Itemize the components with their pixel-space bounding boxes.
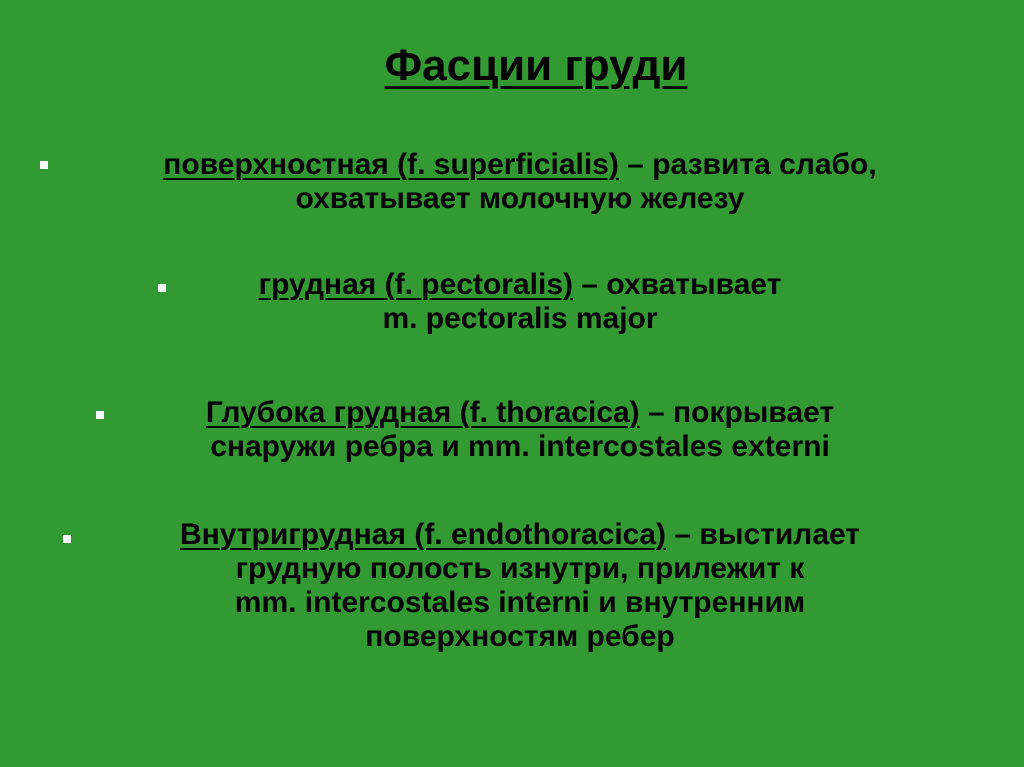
list-item-line bbox=[120, 396, 920, 430]
list-item-line: поверхностям ребер bbox=[365, 620, 675, 653]
list-item-description: – выстилает bbox=[666, 518, 860, 551]
list-item-line bbox=[70, 148, 970, 182]
list-item bbox=[90, 518, 950, 654]
slide-title bbox=[0, 38, 1024, 94]
list-item-description: – развита слабо, bbox=[618, 148, 877, 181]
list-item-line: mm. intercostales interni и внутренним bbox=[234, 586, 806, 619]
list-item-description: – охватывает bbox=[573, 268, 782, 301]
list-item bbox=[120, 396, 920, 464]
list-item-line bbox=[90, 518, 950, 552]
list-item-description: – покрывает bbox=[639, 396, 835, 429]
list-item bbox=[70, 148, 970, 216]
bullet-marker bbox=[96, 411, 104, 419]
list-item-term: Глубока грудная (f. thoracica) bbox=[205, 396, 640, 429]
bullet-marker bbox=[63, 535, 71, 543]
list-item-line: m. pectoralis major bbox=[382, 302, 658, 335]
list-item-line bbox=[180, 268, 860, 302]
bullet-marker bbox=[40, 161, 48, 169]
list-item-term: Внутригрудная (f. endothoracica) bbox=[179, 518, 667, 551]
list-item-term: поверхностная (f. superficialis) bbox=[163, 148, 619, 181]
list-item-line: снаружи ребра и mm. intercostales externi bbox=[210, 430, 830, 463]
bullet-marker bbox=[158, 284, 166, 292]
slide-title-text: Фасции груди bbox=[384, 41, 688, 90]
list-item-line: грудную полость изнутри, прилежит к bbox=[235, 552, 805, 585]
list-item-line: охватывает молочную железу bbox=[295, 182, 745, 215]
list-item-term: грудная (f. pectoralis) bbox=[258, 268, 574, 301]
list-item bbox=[180, 268, 860, 336]
